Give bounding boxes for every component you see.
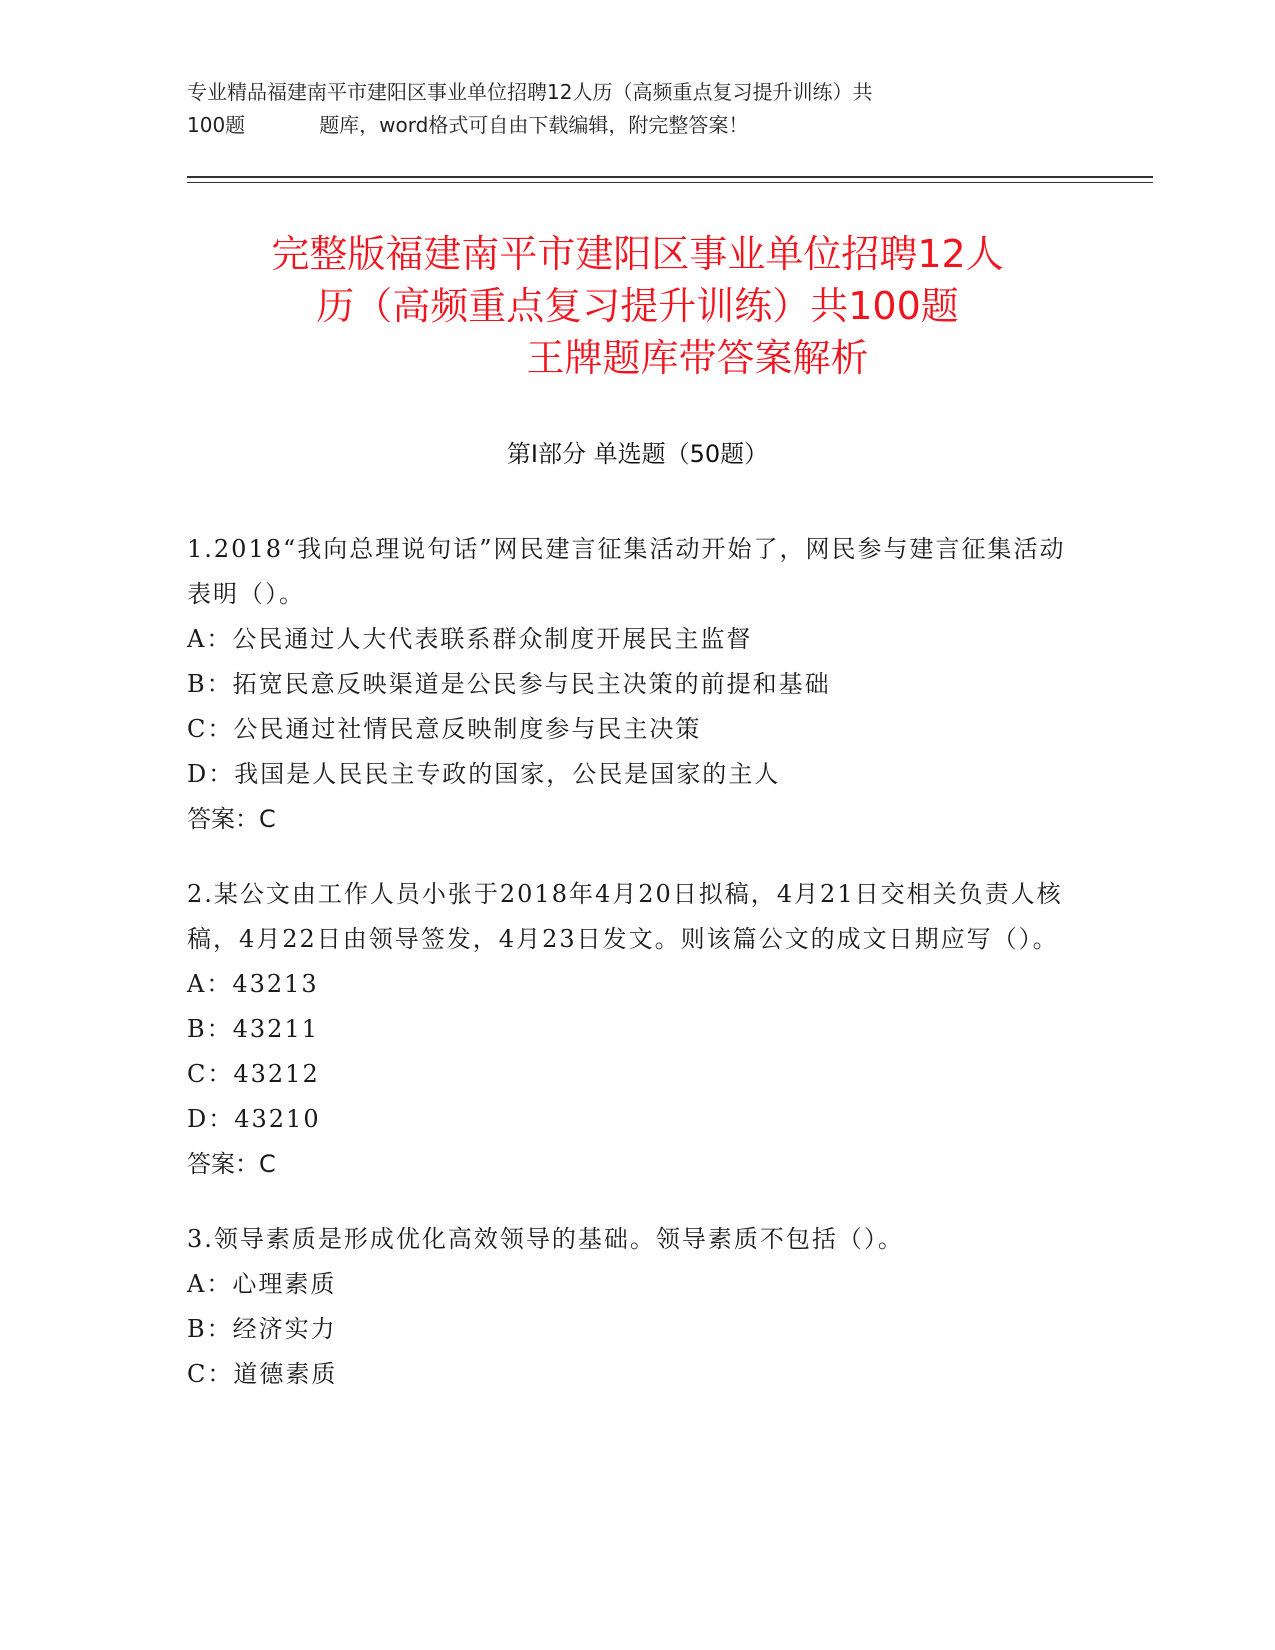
header-divider-thick [187, 176, 1153, 178]
header-divider-thin [187, 182, 1153, 183]
answer-line: 答案：C [187, 1150, 276, 1178]
question-stem: 2.某公文由工作人员小张于2018年4月20日拟稿，4月21日交相关负责人核稿，4月22日由领导签发，4月23日发文。则该篇公文的成文日期应写（）。 [187, 880, 1063, 953]
document-title-line1: 完整版福建南平市建阳区事业单位招聘12人 [271, 232, 1004, 276]
question-list [187, 527, 1067, 1427]
question-3 [187, 1217, 1067, 1397]
option-c: C：道德素质 [187, 1360, 338, 1388]
option-c: C：43212 [187, 1060, 320, 1088]
option-d: D：43210 [187, 1105, 321, 1133]
option-b: B：经济实力 [187, 1315, 337, 1343]
header-note-desc: 题库，word格式可自由下载编辑，附完整答案！ [319, 113, 749, 137]
answer-line: 答案：C [187, 805, 276, 833]
option-b: B：43211 [187, 1015, 319, 1043]
option-c: C：公民通过社情民意反映制度参与民主决策 [187, 715, 702, 743]
document-title [140, 228, 1135, 384]
question-1 [187, 527, 1067, 842]
question-stem: 3.领导素质是形成优化高效领导的基础。领导素质不包括（）。 [187, 1225, 904, 1253]
question-stem: 1.2018“我向总理说句话”网民建言征集活动开始了，网民参与建言征集活动表明（）。 [187, 535, 1066, 608]
document-title-line2: 历（高频重点复习提升训练）共100题 [316, 284, 959, 328]
header-note-line1: 专业精品福建南平市建阳区事业单位招聘12人历（高频重点复习提升训练）共 [187, 80, 873, 104]
header-note-count: 100题 [187, 113, 246, 137]
header-note-line2 [187, 109, 1087, 142]
section-heading: 第Ⅰ部分 单选题（50题） [506, 440, 769, 468]
question-2 [187, 872, 1067, 1187]
option-a: A：公民通过人大代表联系群众制度开展民主监督 [187, 625, 753, 653]
option-a: A：心理素质 [187, 1270, 337, 1298]
option-b: B：拓宽民意反映渠道是公民参与民主决策的前提和基础 [187, 670, 831, 698]
document-title-line3: 王牌题库带答案解析 [526, 336, 869, 380]
header-note [187, 76, 1087, 142]
option-a: A：43213 [187, 970, 319, 998]
option-d: D：我国是人民民主专政的国家，公民是国家的主人 [187, 760, 781, 788]
